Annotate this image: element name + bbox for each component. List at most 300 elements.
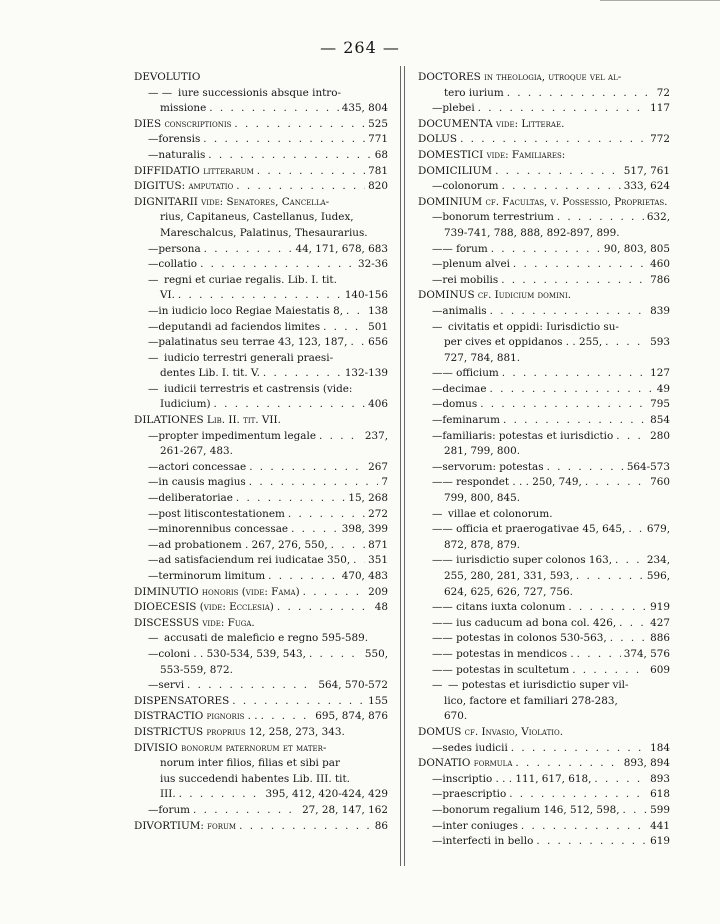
entry-pages: 609 (650, 663, 670, 676)
dot-leader (610, 631, 647, 647)
entry-text: coloni . . 530-534, 539, 543, (158, 647, 306, 660)
entry-text: DOLUS (418, 133, 458, 146)
entry-text: interfecti in bello (442, 835, 534, 848)
entry-pages: 619 (650, 835, 670, 848)
dot-leader (513, 257, 647, 273)
index-entry (134, 444, 388, 460)
entry-pages: 564, 570-572 (318, 679, 388, 692)
entry-text: familiaris: potestas et iurisdictio (442, 429, 614, 442)
entry-text: DIES conscriptionis (134, 117, 232, 130)
entry-pages: 209 (368, 585, 388, 598)
entry-dash: — (148, 492, 159, 505)
entry-pages: 839 (650, 304, 670, 317)
index-entry (418, 616, 670, 632)
dot-leader (179, 787, 263, 803)
entry-text: forum (158, 803, 191, 816)
entry-dash: — (148, 382, 159, 395)
entry-text: — potestas in mendicos . (442, 647, 574, 660)
index-entry (418, 195, 670, 211)
entry-pages: 27, 28, 147, 162 (302, 803, 388, 816)
entry-text: plebei (442, 102, 475, 115)
entry-dash: — (432, 273, 443, 286)
entry-dash: — (432, 320, 443, 333)
index-entry (418, 538, 670, 554)
index-entry (134, 600, 388, 616)
index-entry (134, 132, 388, 148)
entry-pages: 15, 268 (348, 492, 388, 505)
entry-dash: — (148, 133, 159, 146)
index-entry (418, 709, 670, 725)
entry-text: DOMICILIUM (418, 164, 493, 177)
entry-text: tero iurium (444, 86, 504, 99)
index-entry (418, 132, 670, 148)
entry-text: lico, factore et familiari 278-283, (444, 694, 618, 707)
entry-text: post litiscontestationem (158, 507, 285, 520)
entry-text: — potestas in scultetum (442, 663, 570, 676)
index-entry (418, 460, 670, 476)
entry-text: DIVORTIUM: forum (134, 819, 237, 832)
dot-leader (239, 819, 372, 835)
entry-text: regni et curiae regalis. Lib. I. tit. (164, 273, 337, 286)
entry-text: DOCTORES in theologia, utroque vel al- (418, 71, 622, 83)
entry-text: collatio (158, 258, 198, 271)
index-entry (134, 772, 388, 788)
index-entry (134, 101, 388, 117)
dot-leader (303, 585, 365, 601)
entry-dash: — (432, 258, 443, 271)
entry-pages: 893 (650, 772, 670, 785)
entry-text: DISTRACTIO pignoris . . (134, 710, 258, 723)
index-entry (418, 522, 670, 538)
dot-leader (261, 709, 313, 725)
entry-dash: — (148, 148, 159, 161)
entry-dash: — (432, 741, 443, 754)
entry-pages: 517, 761 (623, 164, 670, 177)
index-right-column (418, 70, 670, 850)
dot-leader (187, 678, 315, 694)
dot-leader (323, 320, 365, 336)
entry-dash: — (432, 788, 443, 801)
dot-leader (277, 600, 372, 616)
dot-leader (509, 787, 647, 803)
entry-text: iudicio terrestri generali praesi- (164, 351, 334, 364)
entry-pages: 470, 483 (341, 570, 388, 582)
index-entry (418, 819, 670, 835)
index-entry (134, 631, 388, 647)
entry-dash: — (432, 647, 443, 660)
index-entry (134, 491, 388, 507)
index-entry (418, 397, 670, 413)
index-entry (134, 397, 388, 413)
index-entry (134, 507, 388, 523)
entry-text: DOMINUS cf. Iudicium domini. (418, 289, 572, 302)
entry-text: ius succedendi habentes Lib. III. tit. (160, 772, 350, 785)
entry-text: ad probationem . 267, 276, 550, (158, 538, 328, 551)
dot-leader (331, 538, 366, 554)
entry-text: III. (160, 788, 176, 801)
index-entry (418, 226, 670, 242)
entry-pages: 525 (368, 117, 388, 130)
entry-dash: — (432, 382, 443, 395)
entry-dash: — — (148, 86, 173, 99)
entry-dash: — (432, 242, 443, 255)
index-entry (134, 210, 388, 226)
entry-dash: — (432, 679, 443, 692)
index-entry (418, 70, 670, 86)
dot-leader (200, 257, 355, 273)
entry-text: iudicii terrestris et castrensis (vide: (164, 382, 353, 395)
index-entry (418, 507, 670, 523)
entry-text: bonorum terrestrium (442, 211, 554, 224)
dot-leader (521, 819, 647, 835)
dot-leader (257, 164, 365, 180)
dot-leader (502, 179, 621, 195)
entry-pages: 333, 624 (623, 180, 670, 193)
dot-leader (501, 273, 647, 289)
index-entry (418, 585, 670, 601)
entry-pages: 374, 576 (623, 647, 670, 660)
entry-pages: 272 (368, 507, 388, 520)
entry-dash: — (148, 554, 159, 567)
dot-leader (585, 475, 647, 491)
index-entry (134, 522, 388, 538)
entry-dash: — (432, 507, 443, 520)
entry-text: DOMUS cf. Invasio, Violatio. (418, 725, 564, 738)
entry-pages: 596, (646, 570, 670, 582)
dot-leader (204, 242, 293, 258)
index-entry (418, 304, 670, 320)
dot-leader (460, 132, 647, 148)
entry-text: ad satisfaciendum rei iudicatae 350, (158, 554, 351, 567)
index-entry (418, 273, 670, 289)
entry-pages: 237, (364, 429, 388, 442)
entry-text: in iudicio loco Regiae Maiestatis 8, (158, 304, 344, 317)
entry-text: Iudicium) (160, 398, 211, 411)
entry-text: naturalis (158, 148, 206, 161)
entry-pages: 550, (364, 647, 388, 660)
entry-pages: 234, (646, 554, 670, 567)
entry-pages: 351 (368, 554, 388, 567)
index-entry (134, 429, 388, 445)
entry-dash: — (148, 523, 159, 536)
entry-text: 872, 878, 879. (444, 538, 521, 551)
entry-text: inter coniuges (442, 819, 518, 832)
entry-text: in causis magius (158, 476, 246, 489)
entry-text: DIGNITARII vide: Senatores, Cancella- (134, 195, 330, 208)
entry-text: servi (158, 679, 185, 692)
dot-leader (209, 101, 338, 117)
index-entry (418, 351, 670, 367)
dot-leader (346, 304, 365, 320)
entry-text: DIMINUTIO honoris (vide: Fama) (134, 585, 300, 598)
dot-leader (605, 335, 647, 351)
entry-text: — respondet . . . 250, 749, (442, 476, 582, 489)
entry-dash: — (148, 476, 159, 489)
index-entry (418, 288, 670, 304)
entry-text: — forum (442, 242, 488, 255)
entry-pages: 398, 399 (341, 523, 388, 536)
entry-pages: 127 (650, 367, 670, 380)
dot-leader (490, 304, 648, 320)
entry-dash: — (432, 211, 443, 224)
entry-text: rius, Capitaneus, Castellanus, Iudex, (160, 211, 354, 224)
entry-pages: 7 (381, 476, 388, 489)
dot-leader (628, 522, 644, 538)
entry-pages: 564-573 (626, 460, 670, 473)
entry-dash: — (148, 242, 159, 255)
entry-text: villae et colonorum. (448, 507, 553, 520)
entry-text: terminorum limitum (158, 570, 266, 582)
entry-text: 624, 625, 626, 727, 756. (444, 585, 573, 598)
entry-pages: 117 (650, 102, 670, 115)
entry-pages: 886 (650, 632, 670, 645)
entry-text: dentes Lib. I. tit. V. (160, 367, 260, 380)
entry-pages: 632, (646, 211, 670, 224)
dot-leader (594, 772, 647, 788)
index-entry (418, 491, 670, 507)
entry-text: colonorum (442, 180, 499, 193)
entry-pages: 132-139 (344, 367, 388, 380)
index-entry (418, 429, 670, 445)
dot-leader (536, 834, 647, 850)
index-entry (134, 335, 388, 351)
index-entry (134, 553, 388, 569)
entry-pages: 138 (368, 304, 388, 317)
entry-text: servorum: potestas (442, 460, 544, 473)
dot-leader (234, 117, 365, 133)
index-entry (418, 787, 670, 803)
dot-leader (623, 803, 648, 819)
entry-dash: — (432, 632, 443, 645)
index-entry (134, 195, 388, 211)
dot-leader (309, 647, 362, 663)
index-entry (134, 179, 388, 195)
index-entry (418, 179, 670, 195)
index-entry (134, 288, 388, 304)
index-entry (418, 382, 670, 398)
entry-pages: 771 (368, 133, 388, 146)
index-entry (134, 70, 388, 86)
index-entry (134, 413, 388, 429)
entry-pages: 49 (656, 382, 670, 395)
entry-text: 261-267, 483. (160, 445, 233, 458)
entry-text: propter impedimentum legale (158, 429, 316, 442)
index-entry (134, 226, 388, 242)
entry-text: DOMESTICI vide: Familiares: (418, 148, 566, 161)
dot-leader (490, 382, 654, 398)
index-entry (134, 678, 388, 694)
index-entry (418, 210, 670, 226)
entry-text: — iurisdictio super colonos 163, (442, 554, 613, 567)
dot-leader (572, 663, 647, 679)
entry-pages: 919 (650, 601, 670, 614)
entry-dash: — (148, 258, 159, 271)
dot-leader (236, 491, 345, 507)
index-entry (418, 444, 670, 460)
index-entry (418, 834, 670, 850)
entry-text: plenum alvei (442, 258, 510, 271)
dot-leader (619, 616, 647, 632)
entry-pages: 184 (650, 741, 670, 754)
entry-text: DIVISIO bonorum paternorum et mater- (134, 741, 327, 754)
dot-leader (511, 741, 647, 757)
entry-text: rei mobilis (442, 273, 499, 286)
entry-text: persona (158, 242, 201, 255)
entry-pages: 90, 803, 805 (603, 242, 670, 255)
entry-text: minorennibus concessae (158, 523, 289, 536)
dot-leader (193, 803, 299, 819)
index-entry (134, 366, 388, 382)
column-divider-double (404, 66, 405, 866)
entry-pages: 786 (650, 273, 670, 286)
entry-dash: — (148, 460, 159, 473)
entry-dash: — (148, 304, 159, 317)
entry-dash: — (432, 367, 443, 380)
dot-leader (263, 366, 342, 382)
index-entry (418, 694, 670, 710)
entry-pages: 854 (650, 414, 670, 427)
index-entry (134, 569, 388, 585)
index-entry (134, 148, 388, 164)
index-entry (134, 475, 388, 491)
entry-pages: 427 (650, 616, 670, 629)
dot-leader (478, 101, 648, 117)
entry-pages: 781 (368, 164, 388, 177)
index-entry (134, 616, 388, 632)
index-entry (134, 741, 388, 757)
entry-pages: 86 (374, 819, 388, 832)
entry-dash: — (432, 414, 443, 427)
index-entry (418, 663, 670, 679)
index-entry (418, 101, 670, 117)
index-entry (134, 460, 388, 476)
entry-dash: — (432, 819, 443, 832)
page-number: — 264 — (320, 38, 400, 57)
entry-dash: — (432, 460, 443, 473)
index-entry (418, 553, 670, 569)
dot-leader (249, 460, 365, 476)
dot-leader (319, 429, 362, 445)
entry-dash: — (432, 663, 443, 676)
entry-dash: — (148, 803, 159, 816)
index-entry (134, 242, 388, 258)
entry-dash: — (148, 570, 159, 582)
dot-leader (503, 413, 647, 429)
entry-dash: — (148, 336, 159, 349)
column-divider (400, 66, 401, 866)
index-entry (134, 694, 388, 710)
index-entry (134, 257, 388, 273)
entry-dash: — (148, 273, 159, 286)
index-entry (134, 756, 388, 772)
entry-pages: 695, 874, 876 (315, 710, 388, 723)
index-entry (418, 756, 670, 772)
index-entry (418, 86, 670, 102)
entry-pages: 599 (650, 803, 670, 816)
dot-leader (214, 397, 366, 413)
dot-leader (615, 553, 644, 569)
dot-leader (568, 600, 647, 616)
entry-pages: 593 (650, 336, 670, 349)
index-entry (418, 600, 670, 616)
index-entry (418, 320, 670, 336)
entry-text: 255, 280, 281, 331, 593, (444, 570, 573, 582)
entry-pages: 656 (368, 336, 388, 349)
entry-pages: 267 (368, 460, 388, 473)
index-entry (418, 413, 670, 429)
entry-text: DISTRICTUS proprius 12, 258, 273, 343. (134, 725, 345, 738)
entry-pages: 893, 894 (623, 757, 670, 770)
index-entry (134, 382, 388, 398)
entry-text: 670. (444, 710, 468, 723)
index-entry (134, 647, 388, 663)
dot-leader (495, 164, 621, 180)
index-entry (418, 772, 670, 788)
index-entry (134, 320, 388, 336)
entry-pages: 501 (368, 320, 388, 333)
dot-leader (203, 132, 365, 148)
entry-pages: 155 (368, 694, 388, 707)
entry-text: — citans iuxta colonum (442, 601, 566, 614)
index-entry (418, 257, 670, 273)
entry-text: 553-559, 872. (160, 663, 233, 676)
entry-text: — officium (442, 367, 499, 380)
entry-dash: — (148, 647, 159, 660)
index-entry (418, 164, 670, 180)
index-entry (418, 148, 670, 164)
index-entry (134, 304, 388, 320)
entry-text: missione (160, 102, 207, 115)
index-entry (134, 787, 388, 803)
index-entry (418, 725, 670, 741)
index-entry (418, 569, 670, 585)
index-entry (418, 475, 670, 491)
entry-text: DILATIONES Lib. II. tit. VII. (134, 414, 281, 427)
dot-leader (502, 366, 647, 382)
entry-text: DISPENSATORES (134, 694, 230, 707)
entry-dash: — (432, 398, 443, 411)
index-entry (418, 631, 670, 647)
dot-leader (515, 756, 620, 772)
entry-dash: — (432, 304, 443, 317)
entry-text: decimae (442, 382, 487, 395)
entry-pages: 820 (368, 180, 388, 193)
entry-dash: — (432, 102, 443, 115)
entry-dash: — (148, 632, 159, 645)
entry-dash: — (432, 523, 443, 536)
entry-pages: 72 (656, 86, 670, 99)
dot-leader (178, 288, 342, 304)
entry-text: DISCESSUS vide: Fuga. (134, 616, 255, 629)
entry-text: civitatis et oppidi: Iurisdictio su- (448, 320, 619, 333)
index-left-column (134, 70, 388, 834)
entry-dash: — (148, 429, 159, 442)
dot-leader (616, 429, 647, 445)
entry-text: domus (442, 398, 478, 411)
entry-text: palatinatus seu terrae 43, 123, 187, (158, 336, 348, 349)
entry-text: accusati de maleficio e regno 595-589. (164, 632, 369, 645)
index-entry (418, 741, 670, 757)
entry-dash: — (432, 476, 443, 489)
entry-dash: — (432, 616, 443, 629)
entry-text: DIFFIDATIO litterarum (134, 164, 254, 177)
entry-text: — potestas et iurisdictio super vil- (448, 679, 629, 692)
entry-pages: 140-156 (344, 289, 388, 302)
entry-text: 727, 784, 881. (444, 351, 521, 364)
index-entry (134, 585, 388, 601)
entry-pages: 618 (650, 788, 670, 801)
entry-text: DOCUMENTA vide: Litterae. (418, 117, 565, 130)
